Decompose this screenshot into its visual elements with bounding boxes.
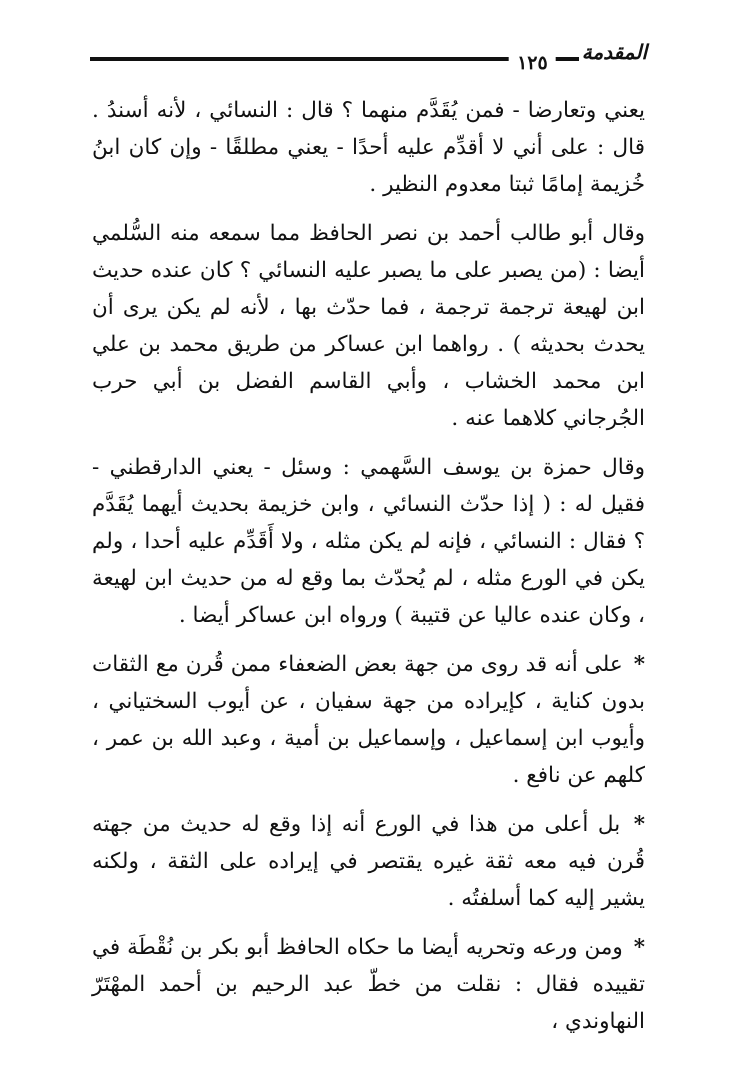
paragraph-text: على أنه قد روى من جهة بعض الضعفاء ممن قُرن مع الثقات بدون كناية ، كإيراده من جهة سفيان ، عن أيوب السختياني ، وأيوب ابن إسماعيل ، وإسماعيل بن أمية ، وعبد الله بن عمر ، كلهم عن نافع . (92, 652, 645, 788)
paragraph-2 (92, 215, 645, 437)
header-rule (90, 52, 579, 74)
paragraph-text: ومن ورعه وتحريه أيضا ما حكاه الحافظ أبو بكر بن نُقْطَة في تقييده فقال : نقلت من خطّ عبد الرحيم بن أحمد المهْتَرّ النهاوندي ، (92, 935, 645, 1034)
bullet-paragraph-2 (92, 806, 645, 917)
bullet-paragraph-3 (92, 929, 645, 1040)
paragraph-text: وقال حمزة بن يوسف السَّهمي : وسئل - يعني الدارقطني - فقيل له : ( إذا حدّث النسائي ، وابن خزيمة بحديث أيهما يُقَدَّم ؟ فقال : النسائي ، فإنه لم يكن مثله ، ولا أَقَدِّم عليه أحدا ، ولم يكن في الورع مثله ، لم يُحدّث بما وقع له من حديث ابن لهيعة ، وكان عنده عاليا عن قتيبة ) ورواه ابن عساكر أيضا . (92, 455, 645, 628)
asterisk-icon: * (633, 812, 646, 837)
asterisk-icon: * (633, 652, 645, 677)
paragraph-text: بل أعلى من هذا في الورع أنه إذا وقع له حديث من جهته قُرن فيه معه ثقة غيره يقتصر في إيراده على الثقة ، ولكنه يشير إليه كما أسلفتُه . (92, 812, 645, 911)
paragraph-3 (92, 449, 645, 634)
paragraph-1 (92, 92, 645, 203)
chapter-title: المقدمة (581, 40, 647, 64)
paragraph-text: يعني وتعارضا - فمن يُقَدَّم منهما ؟ قال : النسائي ، لأنه أسندُ . قال : على أني لا أقدِّم عليه أحدًا - يعني مطلقًا - وإن كان ابنُ خُزيمة إمامًا ثبتا معدوم النظير . (92, 98, 645, 197)
asterisk-icon: * (633, 935, 645, 960)
page-number: ١٢٥ (509, 52, 556, 74)
page-body (92, 92, 645, 1052)
page-header (90, 40, 647, 80)
paragraph-text: وقال أبو طالب أحمد بن نصر الحافظ مما سمعه منه السُّلمي أيضا : (من يصبر على ما يصبر عليه النسائي ؟ كان عنده حديث ابن لهيعة ترجمة ترجمة ، فما حدّث بها ، لأنه لم يكن يرى أن يحدث بحديثه ) . رواهما ابن عساكر من طريق محمد بن علي ابن محمد الخشاب ، وأبي القاسم الفضل بن أبي حرب الجُرجاني كلاهما عنه . (92, 221, 645, 431)
bullet-paragraph-1 (92, 646, 645, 794)
